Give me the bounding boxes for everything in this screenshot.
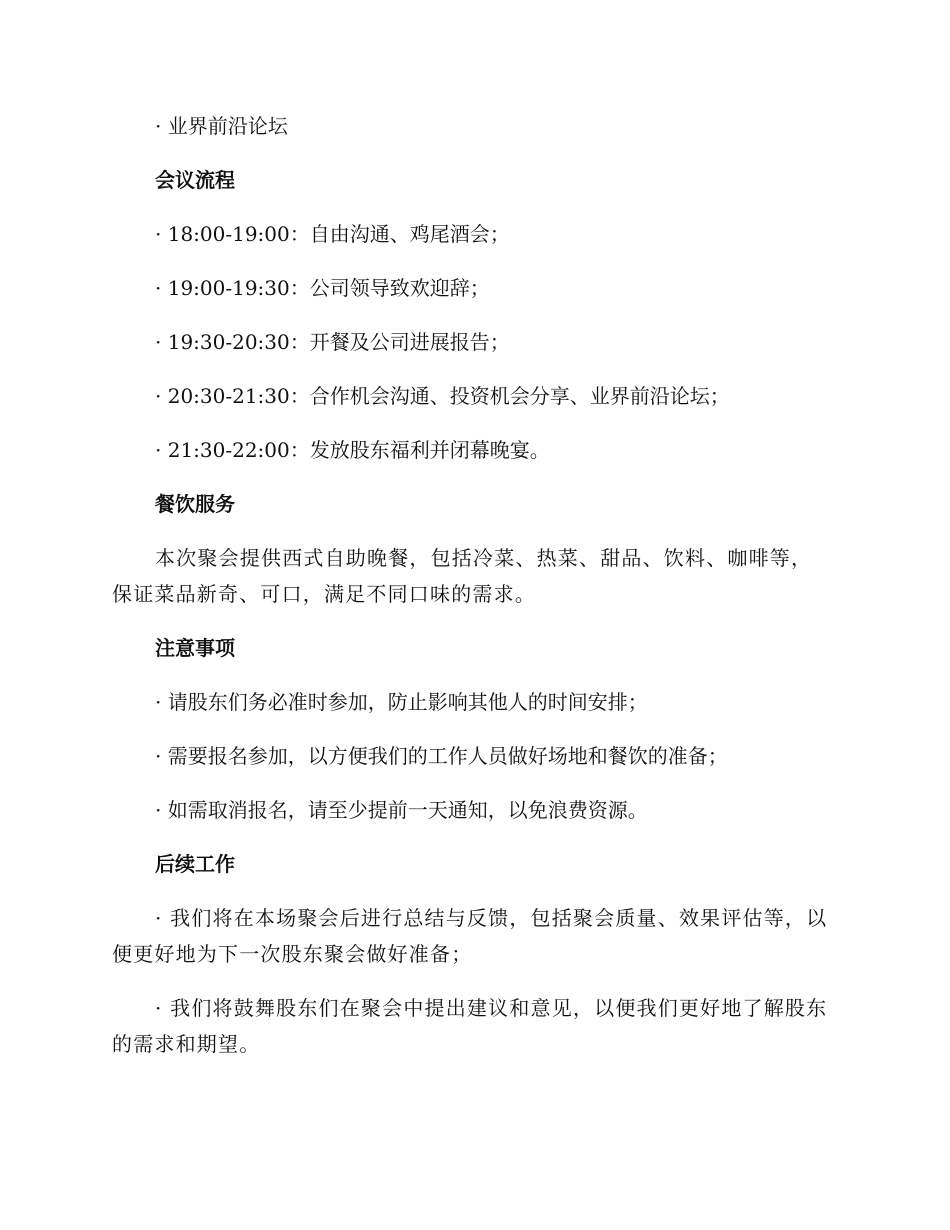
agenda-item: · 21:30-22:00：发放股东福利并闭幕晚宴。	[155, 438, 550, 462]
notes-item: · 需要报名参加，以方便我们的工作人员做好场地和餐饮的准备；	[155, 744, 728, 768]
agenda-item: · 20:30-21:30：合作机会沟通、投资机会分享、业界前沿论坛；	[155, 384, 730, 408]
agenda-item: · 19:30-20:30：开餐及公司进展报告；	[155, 330, 510, 354]
list-item-forum: · 业界前沿论坛	[155, 114, 288, 138]
notes-item: · 请股东们务必准时参加，防止影响其他人的时间安排；	[155, 690, 648, 714]
section-heading-notes: 注意事项	[155, 636, 235, 660]
followup-item: · 我们将鼓舞股东们在聚会中提出建议和意见，以便我们更好地了解股东的需求和期望。	[112, 996, 828, 1056]
section-heading-catering: 餐饮服务	[155, 492, 235, 516]
document-body	[112, 108, 828, 1080]
agenda-item: · 19:00-19:30：公司领导致欢迎辞；	[155, 276, 490, 300]
notes-item: · 如需取消报名，请至少提前一天通知，以免浪费资源。	[155, 798, 648, 822]
section-heading-followup: 后续工作	[155, 852, 235, 876]
agenda-item: · 18:00-19:00：自由沟通、鸡尾酒会；	[155, 222, 510, 246]
catering-paragraph: 本次聚会提供西式自助晚餐，包括冷菜、热菜、甜品、饮料、咖啡等，保证菜品新奇、可口，满足不同口味的需求。	[112, 546, 813, 606]
followup-item: · 我们将在本场聚会后进行总结与反馈，包括聚会质量、效果评估等，以便更好地为下一次股东聚会做好准备；	[112, 906, 828, 966]
section-heading-agenda: 会议流程	[155, 168, 235, 192]
